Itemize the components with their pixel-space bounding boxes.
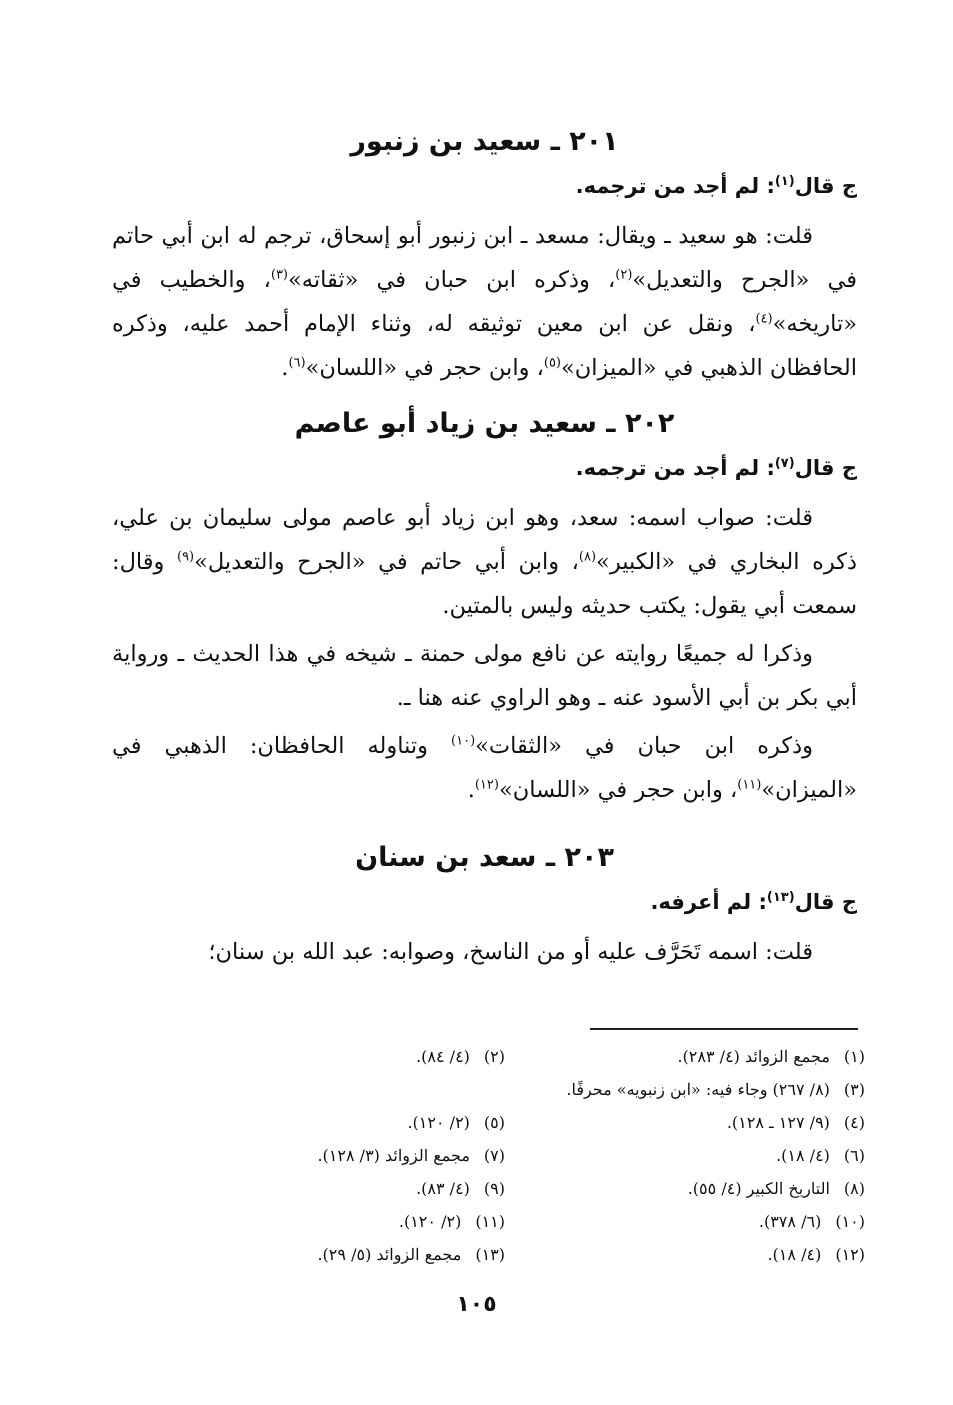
footnote-text: (٩/ ١٢٧ ـ ١٢٨).	[726, 1113, 830, 1132]
footnote-text: مجمع الزوائد (٥/ ٢٩).	[317, 1245, 462, 1264]
qal-line	[112, 882, 857, 922]
paragraph: قلت: اسمه تَحَرَّف عليه أو من الناسخ، وصوابه: عبد الله بن سنان؛	[208, 939, 813, 965]
footnote-divider	[590, 1028, 858, 1030]
footnote-ref[interactable]: (١)	[774, 174, 795, 189]
footnote-text: (٢/ ١٢٠).	[407, 1113, 470, 1132]
footnote-ref[interactable]: (١٢)	[474, 777, 499, 793]
footnote-ref[interactable]: (٩)	[176, 549, 195, 565]
footnote-row	[200, 1139, 865, 1172]
footnote-text: مجمع الزوائد (٤/ ٢٨٣).	[677, 1047, 830, 1066]
qal-word: قال	[794, 174, 835, 198]
footnote-number: (٩)	[483, 1179, 505, 1198]
footnote-item	[759, 1212, 865, 1231]
footnote-item	[566, 1080, 865, 1099]
footnote-item	[688, 1179, 865, 1198]
footnote-row	[200, 1238, 865, 1271]
footnote-ref[interactable]: (٦)	[288, 355, 306, 371]
qal-line	[112, 448, 857, 488]
footnote-item	[416, 1179, 505, 1198]
footnote-item	[416, 1047, 505, 1066]
footnote-ref[interactable]: (١٣)	[766, 890, 795, 905]
footnote-number: (٥)	[483, 1113, 505, 1132]
page-body	[112, 118, 857, 974]
footnote-ref[interactable]: (٥)	[543, 355, 561, 371]
footnote-ref[interactable]: (١٠)	[451, 733, 476, 749]
footnote-item	[727, 1113, 865, 1132]
footnote-ref[interactable]: (٣)	[270, 267, 288, 283]
entry-title: ٢٠٣ ـ سعد بن سنان	[355, 842, 614, 873]
footnote-item	[317, 1146, 505, 1165]
footnote-text: (٤/ ١٨).	[767, 1245, 822, 1264]
footnote-item	[677, 1047, 865, 1066]
footnote-row	[200, 1073, 865, 1106]
footnote-ref[interactable]: (١١)	[737, 777, 762, 793]
footnote-text: التاريخ الكبير (٤/ ٥٥).	[687, 1179, 830, 1198]
footnote-text: (٨/ ٢٦٧) وجاء فيه: «ابن زنبويه» محرفًا.	[566, 1080, 830, 1099]
page-number: ١٠٥	[456, 1292, 497, 1317]
qal-line	[112, 166, 857, 206]
footnote-text: (٤/ ٨٤).	[416, 1047, 470, 1066]
footnote-item	[407, 1113, 505, 1132]
qal-text: : لم أجد من ترجمه.	[575, 456, 775, 480]
entry-202	[112, 400, 857, 812]
footnote-ref[interactable]: (٤)	[755, 311, 773, 327]
footnote-row	[200, 1205, 865, 1238]
footnote-ref[interactable]: (٧)	[774, 456, 795, 471]
footnote-text: مجمع الزوائد (٣/ ١٢٨).	[317, 1146, 470, 1165]
footnote-number: (٤)	[843, 1113, 865, 1132]
paragraph: قلت: هو سعيد ـ ويقال: مسعد ـ ابن زنبور أبو إسحاق، ترجم له ابن أبي حاتم في «الجرح والتعديل»$^{(٢)}$، وذكره ابن حبان في «ثقاته»$^{(٣)}$، والخطيب في «تاريخه»$^{(٤)}$، ونقل عن ابن معين توثيقه له، وثناء الإمام أحمد عليه، وذكره الحافظان الذهبي في «الميزان»$^{(٥)}$، وابن حجر في «اللسان»$^{(٦)}$.	[112, 223, 857, 381]
footnote-number: (٧)	[483, 1146, 505, 1165]
footnote-text: (٦/ ٣٧٨).	[758, 1212, 822, 1231]
paragraph: قلت: صواب اسمه: سعد، وهو ابن زياد أبو عاصم مولى سليمان بن علي، ذكره البخاري في «الكبير»$^{(٨)}$، وابن أبي حاتم في «الجرح والتعديل»$^{(٩)}$ وقال: سمعت أبي يقول: يكتب حديثه وليس بالمتين.	[112, 505, 857, 619]
footnote-number: (٣)	[843, 1080, 865, 1099]
footnote-row	[200, 1172, 865, 1205]
footnote-row	[200, 1106, 865, 1139]
paragraph: وذكره ابن حبان في «الثقات»$^{(١٠)}$ وتناوله الحافظان: الذهبي في «الميزان»$^{(١١)}$، وابن حجر في «اللسان»$^{(١٢)}$.	[112, 733, 857, 803]
entry-title: ٢٠١ ـ سعيد بن زنبور	[350, 126, 619, 157]
entry-203	[112, 834, 857, 974]
qal-mark: ج	[841, 890, 857, 914]
entry-201	[112, 118, 857, 390]
footnote-number: (١١)	[475, 1212, 505, 1231]
paragraph: وذكرا له جميعًا روايته عن نافع مولى حمنة ـ شيخه في هذا الحديث ـ ورواية أبي بكر بن أبي الأسود عنه ـ وهو الراوي عنه هنا ـ.	[112, 641, 857, 711]
qal-text: : لم أعرفه.	[650, 890, 767, 914]
footnote-number: (١٠)	[835, 1212, 865, 1231]
footnote-text: (٤/ ١٨).	[776, 1146, 830, 1165]
footnote-number: (١)	[843, 1047, 865, 1066]
footnote-number: (٢)	[483, 1047, 505, 1066]
qal-word: قال	[794, 456, 835, 480]
footnote-item	[776, 1146, 865, 1165]
qal-mark: ج	[841, 456, 857, 480]
footnote-item	[399, 1212, 505, 1231]
footnote-text: (٤/ ٨٣).	[416, 1179, 470, 1198]
footnote-number: (١٣)	[475, 1245, 505, 1264]
footnote-ref[interactable]: (٨)	[578, 549, 597, 565]
footnote-text: (٢/ ١٢٠).	[398, 1212, 462, 1231]
footnote-number: (١٢)	[835, 1245, 865, 1264]
footnote-number: (٨)	[843, 1179, 865, 1198]
footnotes	[200, 1040, 865, 1271]
footnote-item	[767, 1245, 865, 1264]
footnote-number: (٦)	[843, 1146, 865, 1165]
footnote-ref[interactable]: (٢)	[615, 267, 633, 283]
footnote-row	[200, 1040, 865, 1073]
qal-word: قال	[794, 890, 835, 914]
qal-mark: ج	[841, 174, 857, 198]
footnote-item	[317, 1245, 505, 1264]
qal-text: : لم أجد من ترجمه.	[575, 174, 775, 198]
entry-title: ٢٠٢ ـ سعيد بن زياد أبو عاصم	[294, 408, 675, 439]
